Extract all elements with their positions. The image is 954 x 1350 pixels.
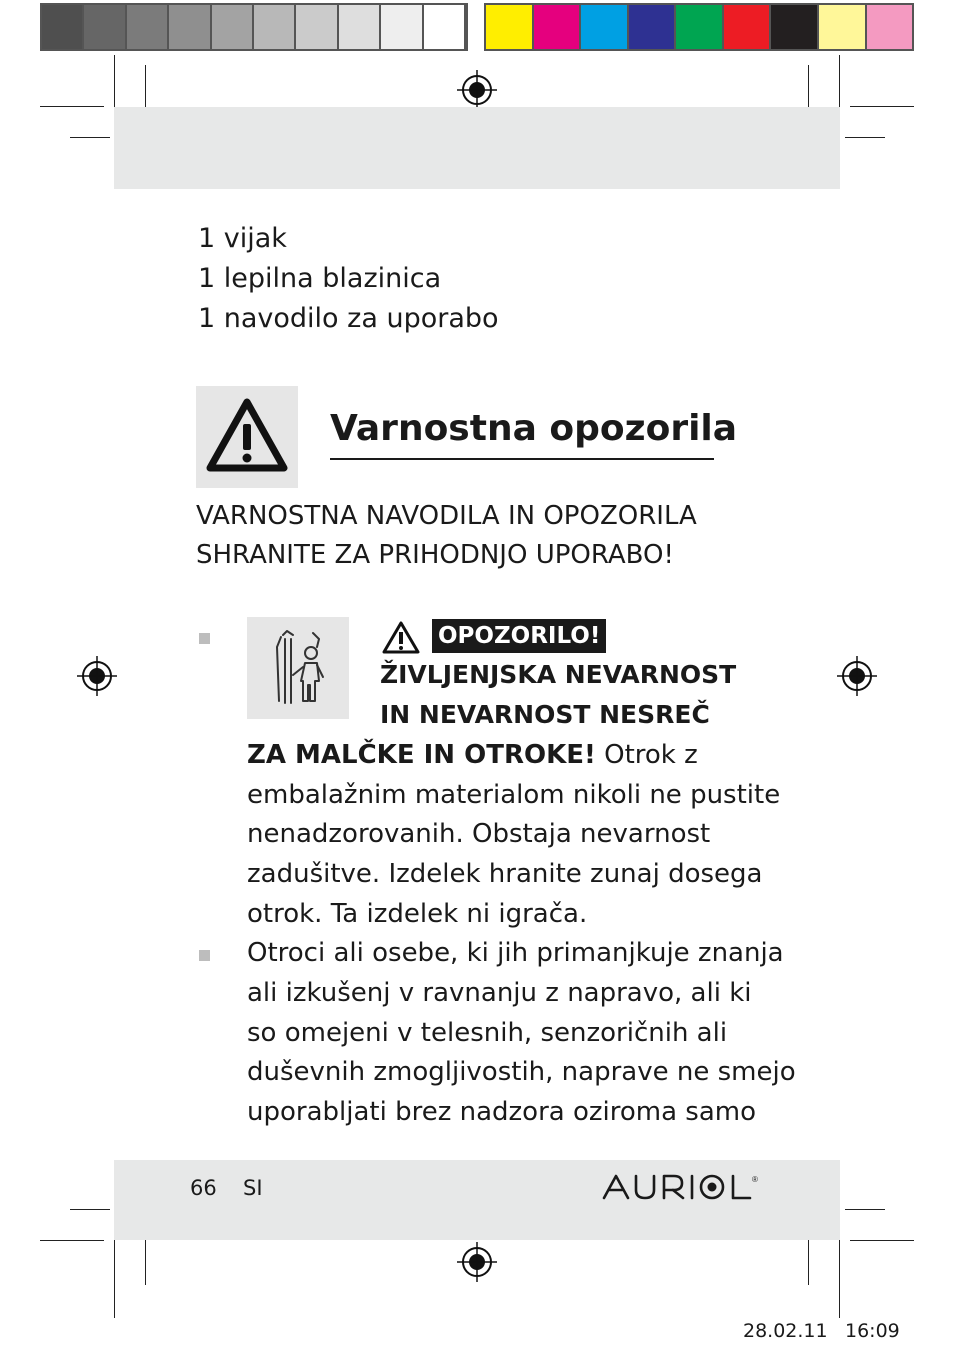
print-date: 28.02.11 (743, 1320, 828, 1342)
gray-swatch (84, 5, 126, 49)
list-item: 1 navodilo za uporabo (198, 303, 499, 334)
gray-swatch (381, 5, 423, 49)
safety-notice-line: SHRANITE ZA PRIHODNJO UPORABO! (196, 540, 674, 570)
registration-mark-icon (77, 656, 117, 696)
warning-headline-line: IN NEVARNOST NESREČ (380, 700, 710, 729)
gray-swatch (212, 5, 254, 49)
language-code: SI (243, 1176, 263, 1200)
color-swatch (867, 5, 915, 49)
gray-swatch (424, 5, 466, 49)
gray-swatch (42, 5, 84, 49)
color-swatch (819, 5, 867, 49)
registered-mark: ® (752, 1175, 758, 1184)
color-swatch (581, 5, 629, 49)
bullet-marker (199, 633, 210, 644)
safety-notice-line: VARNOSTNA NAVODILA IN OPOZORILA (196, 501, 697, 531)
section-title: Varnostna opozorila (330, 408, 738, 449)
child-with-packaging-icon (247, 617, 349, 719)
print-time: 16:09 (845, 1320, 900, 1342)
header-band (114, 107, 840, 189)
gray-swatch (169, 5, 211, 49)
warning-text-line: otrok. Ta izdelek ni igrača. (247, 899, 588, 929)
gray-swatch (127, 5, 169, 49)
color-swatch (629, 5, 677, 49)
auriol-logo-icon (600, 1170, 760, 1204)
color-swatch (676, 5, 724, 49)
gray-swatch (339, 5, 381, 49)
warning-headline-line: ŽIVLJENJSKA NEVARNOST (380, 660, 737, 689)
gray-swatch (254, 5, 296, 49)
body-text-line: duševnih zmogljivostih, naprave ne smejo (247, 1057, 796, 1087)
body-text-line: so omejeni v telesnih, senzoričnih ali (247, 1018, 728, 1048)
gray-swatch (296, 5, 338, 49)
title-underline (330, 458, 714, 460)
page-number: 66 (190, 1176, 217, 1200)
color-swatch (534, 5, 582, 49)
body-text-line: Otroci ali osebe, ki jih primanjkuje znanja (247, 938, 784, 968)
child-warning-pictogram (247, 617, 349, 719)
registration-mark-icon (457, 1242, 497, 1282)
warning-text-line: embalažnim materialom nikoli ne pustite (247, 780, 781, 810)
bullet-marker (199, 950, 210, 961)
color-swatch (771, 5, 819, 49)
list-item: 1 lepilna blazinica (198, 263, 442, 294)
list-item: 1 vijak (198, 223, 287, 254)
warning-triangle-icon (196, 386, 298, 488)
body-text-line: ali izkušenj v ravnanju z napravo, ali ki (247, 978, 752, 1008)
warning-text-start: Otrok z (595, 740, 698, 770)
warning-text-line (247, 735, 698, 775)
grayscale-calibration-bar (40, 3, 468, 51)
warning-text-line: zadušitve. Izdelek hranite zunaj dosega (247, 859, 763, 889)
registration-mark-icon (457, 70, 497, 110)
warning-triangle-icon (382, 620, 420, 654)
warning-icon-box (196, 386, 298, 488)
warning-label: OPOZORILO! (432, 619, 606, 653)
warning-text-line: nenadzorovanih. Obstaja nevarnost (247, 819, 711, 849)
warning-headline-end: ZA MALČKE IN OTROKE! (247, 740, 596, 770)
registration-mark-icon (837, 656, 877, 696)
color-swatch (724, 5, 772, 49)
brand-logo (600, 1170, 760, 1204)
body-text-line: uporabljati brez nadzora oziroma samo (247, 1097, 757, 1127)
color-swatch (486, 5, 534, 49)
color-calibration-bar (484, 3, 914, 51)
